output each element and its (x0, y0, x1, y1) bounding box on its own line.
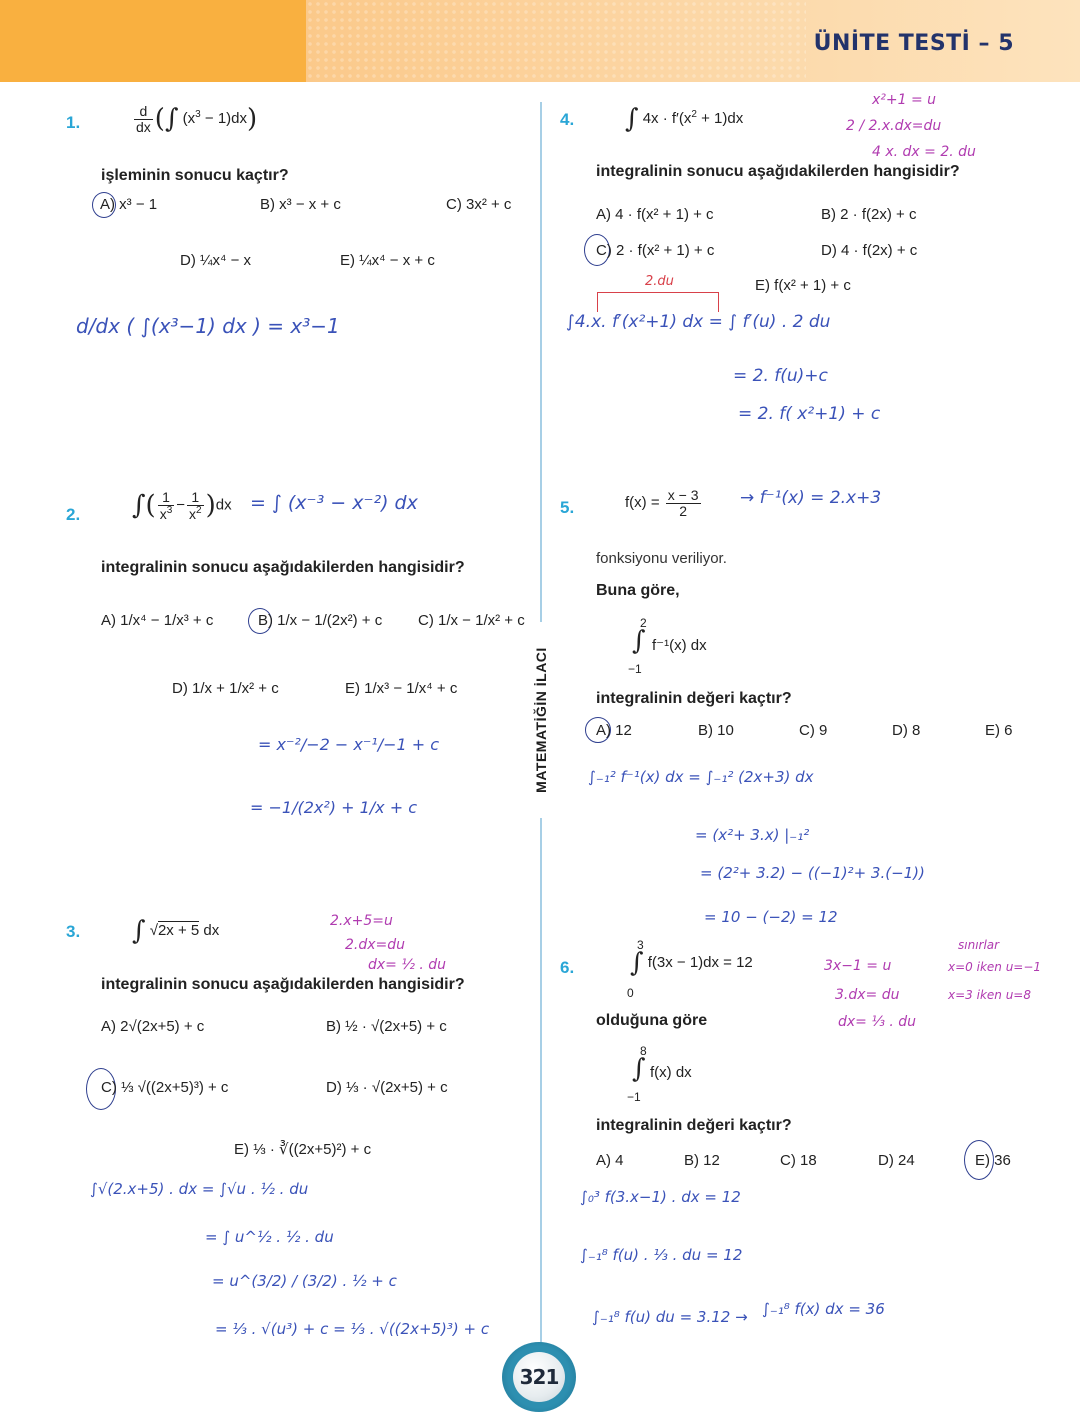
brand-vertical-label: MATEMATİĞİN İLACI (533, 647, 549, 793)
question-4-expression: ∫ $4x \cdot f'(x^2 + 1)dx$ (625, 104, 744, 134)
handwritten-note: 2 / 2.x.dx=du (846, 118, 942, 134)
option-c[interactable]: C) 1/x − 1/x² + c (418, 612, 525, 629)
option-e[interactable]: E) ¼x⁴ − x + c (340, 252, 435, 269)
option-d[interactable]: D) 8 (892, 722, 921, 739)
option-a[interactable]: A) 12 (596, 722, 632, 739)
integral-lower-limit: 0 (627, 986, 634, 1000)
integral-body: f⁻¹(x) dx (652, 637, 707, 654)
handwritten-step: = x⁻²/−2 − x⁻¹/−1 + c (258, 735, 440, 754)
page-number: 321 (513, 1352, 565, 1402)
handwritten-note: 3x−1 = u (824, 958, 892, 974)
option-b[interactable]: B) x³ − x + c (260, 196, 341, 213)
option-d[interactable]: D) 4 · f(2x) + c (821, 242, 918, 259)
integral-lower-limit: −1 (628, 662, 642, 676)
handwritten-step: = ∫ (x⁻³ − x⁻²) dx (250, 492, 418, 514)
option-b[interactable]: B) 1/x − 1/(2x²) + c (258, 612, 383, 629)
option-d[interactable]: D) ⅓ · √(2x+5) + c (326, 1079, 448, 1096)
option-a[interactable]: A) 4 (596, 1152, 624, 1169)
question-1-expression: $\frac{d}{dx}$ (∫ $(x^3 - 1)dx$) (136, 103, 258, 135)
question-number: 4. (560, 110, 575, 129)
column-divider (540, 102, 542, 622)
option-b[interactable]: B) ½ · √(2x+5) + c (326, 1018, 447, 1035)
question-5-lead: Buna göre, (596, 582, 680, 599)
option-a[interactable]: A) 4 · f(x² + 1) + c (596, 206, 714, 223)
question-3-expression: ∫ √2x + 5 dx (132, 916, 220, 946)
handwritten-solution: d/dx ( ∫(x³−1) dx ) = x³−1 (76, 314, 340, 338)
handwritten-step: = u^(3/2) / (3/2) . ½ + c (212, 1272, 397, 1290)
option-c[interactable]: C) 3x² + c (446, 196, 512, 213)
question-6-expression: ∫ f(3x − 1)dx = 12 (630, 948, 753, 978)
question-5-expression: f(x) = $\frac{x - 3}{2}$ (625, 487, 699, 519)
handwritten-step: ∫₀³ f(3.x−1) . dx = 12 (580, 1188, 741, 1206)
integral-lower-limit: −1 (627, 1090, 641, 1104)
handwritten-note: → f⁻¹(x) = 2.x+3 (740, 488, 882, 508)
page-number-badge (502, 1342, 576, 1412)
integral-upper-limit: 3 (637, 938, 644, 952)
handwritten-step: = ⅓ . √(u³) + c = ⅓ . √((2x+5)³) + c (215, 1320, 490, 1338)
substitution-bracket (597, 292, 719, 312)
option-e[interactable]: E) 1/x³ − 1/x⁴ + c (345, 680, 458, 697)
handwritten-note: x=0 iken u=−1 (948, 960, 1042, 974)
handwritten-step: ∫₋₁⁸ f(x) dx = 36 (762, 1300, 885, 1318)
question-3-prompt: integralinin sonucu aşağıdakilerden hangisidir? (101, 976, 465, 993)
handwritten-note: sınırlar (958, 938, 1000, 952)
bracket-label: 2.du (645, 274, 674, 289)
handwritten-note: 2.x+5=u (330, 913, 393, 929)
handwritten-step: = (2²+ 3.2) − ((−1)²+ 3.(−1)) (700, 864, 925, 882)
option-c[interactable]: C) 2 · f(x² + 1) + c (596, 242, 715, 259)
handwritten-step: = 2. f( x²+1) + c (738, 404, 881, 424)
integral-upper-limit: 2 (640, 616, 647, 630)
integral-body: f(x) dx (650, 1064, 692, 1081)
question-2-expression: ∫( $\frac{1}{x^3}$ − $\frac{1}{x^2}$ )dx (132, 489, 232, 522)
option-b[interactable]: B) 12 (684, 1152, 720, 1169)
handwritten-step: = ∫ u^½ . ½ . du (205, 1228, 334, 1246)
handwritten-note: dx= ½ . du (368, 957, 447, 973)
option-a[interactable]: A) x³ − 1 (100, 196, 158, 213)
question-5-prompt: integralinin değeri kaçtır? (596, 690, 792, 707)
option-e[interactable]: E) ⅓ · ∛((2x+5)²) + c (234, 1141, 372, 1158)
option-d[interactable]: D) 1/x + 1/x² + c (172, 680, 279, 697)
option-b[interactable]: B) 10 (698, 722, 734, 739)
handwritten-step: ∫₋₁⁸ f(u) du = 3.12 → (592, 1308, 748, 1326)
column-divider (540, 818, 542, 1348)
handwritten-step: ∫₋₁² f⁻¹(x) dx = ∫₋₁² (2x+3) dx (588, 768, 814, 786)
unit-test-title: ÜNİTE TESTİ – 5 (813, 31, 1014, 56)
option-b[interactable]: B) 2 · f(2x) + c (821, 206, 917, 223)
integral-sign: ∫ (632, 626, 646, 656)
header-dot-pattern (306, 0, 806, 82)
option-c[interactable]: C) 18 (780, 1152, 817, 1169)
option-a[interactable]: A) 2√(2x+5) + c (101, 1018, 205, 1035)
option-e[interactable]: E) f(x² + 1) + c (755, 277, 851, 294)
question-4-prompt: integralinin sonucu aşağıdakilerden hangisidir? (596, 163, 960, 180)
question-5-given: fonksiyonu veriliyor. (596, 550, 727, 567)
integral-upper-limit: 8 (640, 1044, 647, 1058)
question-1-prompt: işleminin sonucu kaçtır? (101, 167, 289, 184)
question-number: 6. (560, 958, 575, 977)
option-c[interactable]: C) 9 (799, 722, 828, 739)
option-e[interactable]: E) 6 (985, 722, 1013, 739)
option-c[interactable]: C) ⅓ √((2x+5)³) + c (101, 1079, 229, 1096)
handwritten-note: x=3 iken u=8 (948, 988, 1031, 1002)
handwritten-note: 3.dx= du (835, 987, 900, 1003)
handwritten-step: ∫√(2.x+5) . dx = ∫√u . ½ . du (90, 1180, 309, 1198)
question-6-prompt: integralinin değeri kaçtır? (596, 1117, 792, 1134)
option-d[interactable]: D) 24 (878, 1152, 915, 1169)
handwritten-note: x²+1 = u (872, 92, 937, 108)
handwritten-note: 4 x. dx = 2. du (872, 144, 976, 160)
option-a[interactable]: A) 1/x⁴ − 1/x³ + c (101, 612, 214, 629)
handwritten-step: ∫4.x. f′(x²+1) dx = ∫ f′(u) . 2 du (566, 312, 831, 332)
handwritten-note: dx= ⅓ . du (838, 1014, 917, 1030)
handwritten-note: 2.dx=du (345, 937, 406, 953)
handwritten-step: = 10 − (−2) = 12 (704, 908, 838, 926)
handwritten-step: = 2. f(u)+c (733, 366, 828, 386)
question-number: 2. (66, 505, 81, 524)
option-d[interactable]: D) ¼x⁴ − x (180, 252, 252, 269)
handwritten-step: = (x²+ 3.x) |₋₁² (695, 826, 810, 844)
question-number: 5. (560, 498, 575, 517)
question-number: 3. (66, 922, 81, 941)
question-2-prompt: integralinin sonucu aşağıdakilerden hangisidir? (101, 559, 465, 576)
handwritten-step: ∫₋₁⁸ f(u) . ⅓ . du = 12 (580, 1246, 743, 1264)
integral-sign: ∫ (632, 1054, 646, 1084)
handwritten-step: = −1/(2x²) + 1/x + c (250, 798, 418, 817)
page-header (0, 0, 1080, 82)
option-e[interactable]: E) 36 (975, 1152, 1011, 1169)
question-number: 1. (66, 113, 81, 132)
question-6-lead: olduğuna göre (596, 1012, 708, 1029)
header-orange-block (0, 0, 306, 82)
